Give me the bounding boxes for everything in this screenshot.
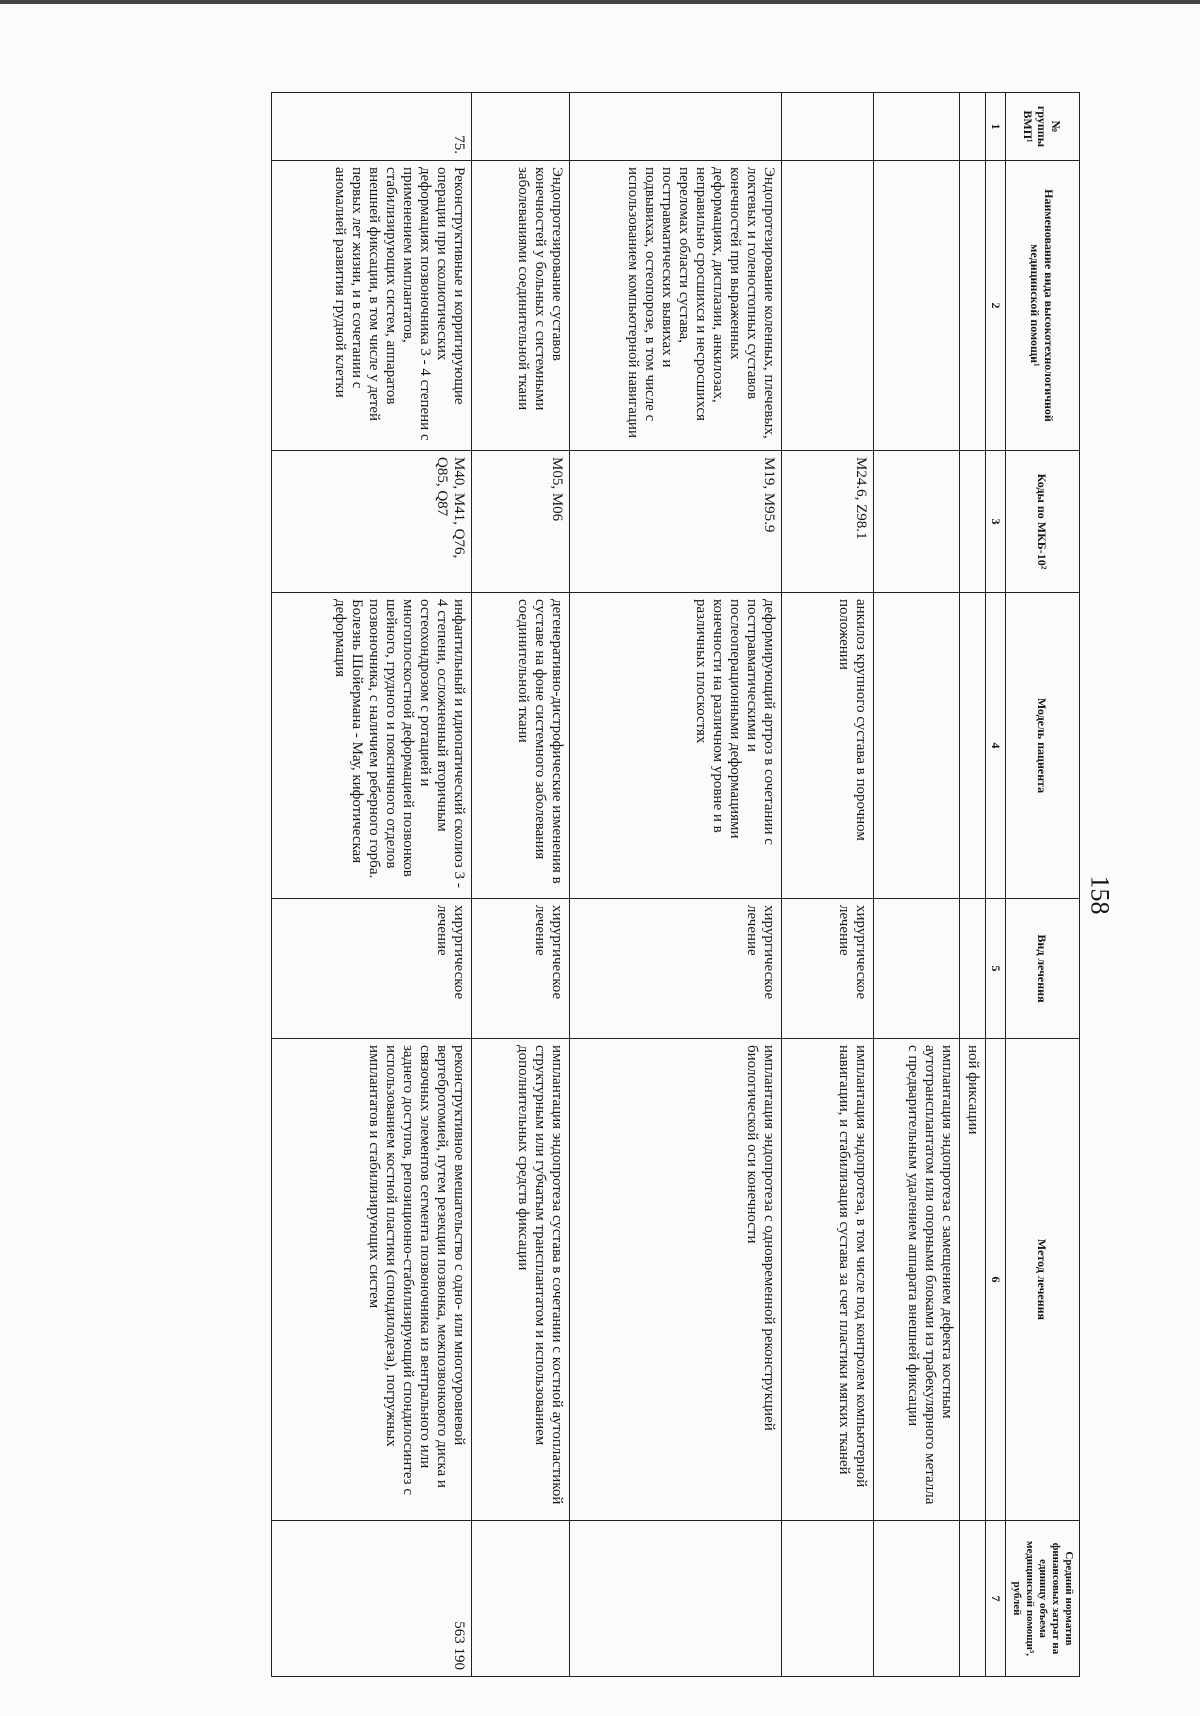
cell-treatment: хирургическое лечение [272,899,472,1039]
table-row [472,93,570,1677]
col-number: 7 [986,1521,1006,1677]
header-method: Метод лечения [1006,1039,1080,1521]
cell-group [472,93,570,161]
cell-cost [874,1521,960,1677]
cell-codes: M40, M41, Q76, Q85, Q87 [272,451,472,593]
cell-name: Реконструктивные и корригирующие операции при сколиотических деформациях позвоночника 3 - 4 степени с применением имплантатов, стабилизирующих систем, аппаратов внешней фиксации, в том числе у детей первых лет жизни, и в сочетании с аномалией развития грудной клетки [272,161,472,451]
cell-method: имплантация эндопротеза с замещением дефекта костным аутотрансплантатом или опорными блоками из трабекулярного металла с предварительным удалением аппарата внешней фиксации [874,1039,960,1521]
table-row [570,93,782,1677]
cell-name: Эндопротезирование коленных, плечевых, локтевых и голеностопных суставов конечностей при выраженных деформациях, дисплазии, анкилозах, неправильно сросшихся и несросшихся переломах области сустава, посттравматических вывихах и подвывихах, остеопорозе, в том числе с использованием компьютерной навигации [570,161,782,451]
cell-method: имплантация эндопротеза, в том числе под контролем компьютерной навигации, и стабилизация сустава за счет пластики мягких тканей [782,1039,874,1521]
cell-cost [960,1521,986,1677]
rotated-table-container [120,92,1080,1676]
cell-name [782,161,874,451]
cell-treatment: хирургическое лечение [472,899,570,1039]
cell-method: имплантация эндопротеза сустава в сочетании с костной аутопластикой структурным или губчатым трансплантатом и использованием дополнительных средств фиксации [472,1039,570,1521]
table-row [874,93,960,1677]
cell-method: ной фиксации [960,1039,986,1521]
cell-name [874,161,960,451]
header-codes: Коды по МКБ-10² [1006,451,1080,593]
cell-group [960,93,986,161]
header-cost: Средний норматив финансовых затрат на единицу объема медицинской помощи³, рублей [1006,1521,1080,1677]
cell-method: реконструктивное вмешательство с одно- или многоуровневой вертебротомией, путем резекции позвонка, межпозвонкового диска и связочных элементов сегмента позвоночника из вентрального или заднего доступов, репозиционно-стабилизирующий спондилосинтез с использованием костной пластики (спондилодеза), погружных имплантатов и стабилизирующих систем [272,1039,472,1521]
cell-treatment: хирургическое лечение [782,899,874,1039]
cell-group [874,93,960,161]
cell-name [960,161,986,451]
header-group: № группы ВМП¹ [1006,93,1080,161]
cell-method: имплантация эндопротеза с одновременной реконструкцией биологической оси конечности [570,1039,782,1521]
cell-model: инфантильный и идиопатический сколиоз 3 - 4 степени, осложненный вторичным остеохондрозом с ротацией и многоплоскостной деформацией позвонков шейного, грудного и поясничного отделов позвоночника, с наличием реберного горба. Болезнь Шойермана - Мау, кифотическая деформация [272,593,472,899]
cell-cost: 563 190 [272,1521,472,1677]
table-row [272,93,472,1677]
cell-group: 75. [272,93,472,161]
cell-group [570,93,782,161]
page-number: 158 [1085,875,1115,915]
vmp-table [271,92,1080,1677]
cell-group [782,93,874,161]
col-number: 2 [986,161,1006,451]
col-number: 1 [986,93,1006,161]
cell-model: деформирующий артроз в сочетании с посттравматическими и послеоперационными деформациями конечности на различном уровне и в различных плоскостях [570,593,782,899]
header-treatment: Вид лечения [1006,899,1080,1039]
cell-cost [472,1521,570,1677]
table-row [960,93,986,1677]
cell-name: Эндопротезирование суставов конечностей у больных с системными заболеваниями соединительной ткани [472,161,570,451]
cell-treatment: хирургическое лечение [570,899,782,1039]
top-rule [0,0,1200,4]
cell-cost [570,1521,782,1677]
cell-treatment [960,899,986,1039]
table-row [782,93,874,1677]
col-number: 4 [986,593,1006,899]
col-number: 6 [986,1039,1006,1521]
cell-codes [874,451,960,593]
cell-model: дегенеративно-дистрофические изменения в суставе на фоне системного заболевания соединительной ткани [472,593,570,899]
cell-cost [782,1521,874,1677]
cell-codes: M24.6, Z98.1 [782,451,874,593]
cell-treatment [874,899,960,1039]
cell-model [960,593,986,899]
col-number: 5 [986,899,1006,1039]
cell-model [874,593,960,899]
cell-model: анкилоз крупного сустава в порочном положении [782,593,874,899]
cell-codes: M05, M06 [472,451,570,593]
col-number: 3 [986,451,1006,593]
cell-codes [960,451,986,593]
header-name: Наименование вида высокотехнологичной медицинской помощи¹ [1006,161,1080,451]
cell-codes: M19, M95.9 [570,451,782,593]
header-model: Модель пациента [1006,593,1080,899]
